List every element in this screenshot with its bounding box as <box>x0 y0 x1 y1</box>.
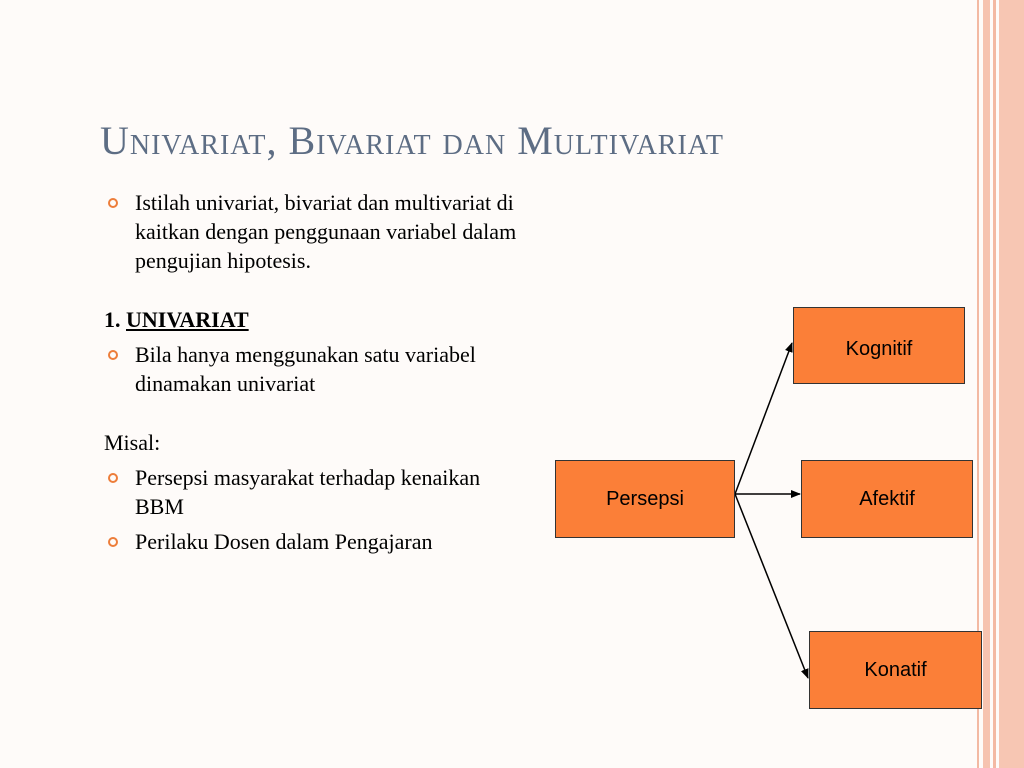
slide-title: Univariat, Bivariat dan Multivariat <box>100 118 725 163</box>
section-number: 1. <box>104 307 121 332</box>
bullet-icon <box>108 537 118 547</box>
bullet-icon <box>108 473 118 483</box>
example-label: Misal: <box>104 430 161 455</box>
bullet-icon <box>108 198 118 208</box>
box-afektif: Afektif <box>801 460 973 538</box>
bullet-text: Istilah univariat, bivariat dan multivariat di kaitkan dengan penggunaan variabel dalam pengujian hipotesis. <box>135 190 517 273</box>
bullet-text: Persepsi masyarakat terhadap kenaikan BBM <box>135 465 481 519</box>
decorative-stripe <box>983 0 990 768</box>
decorative-stripe <box>993 0 996 768</box>
slide-body <box>104 188 524 556</box>
bullet-item-intro <box>104 188 524 275</box>
bullet-item-example-2 <box>104 527 524 556</box>
section-heading <box>104 305 524 334</box>
bullet-text: Perilaku Dosen dalam Pengajaran <box>135 529 433 554</box>
bullet-item-definition <box>104 340 524 398</box>
box-kognitif: Kognitif <box>793 307 965 384</box>
box-konatif: Konatif <box>809 631 982 709</box>
decorative-stripe <box>999 0 1024 768</box>
section-heading-text: UNIVARIAT <box>126 307 249 332</box>
bullet-item-example-1 <box>104 463 524 521</box>
bullet-text: Bila hanya menggunakan satu variabel dinamakan univariat <box>135 342 476 396</box>
box-persepsi: Persepsi <box>555 460 735 538</box>
bullet-icon <box>108 350 118 360</box>
